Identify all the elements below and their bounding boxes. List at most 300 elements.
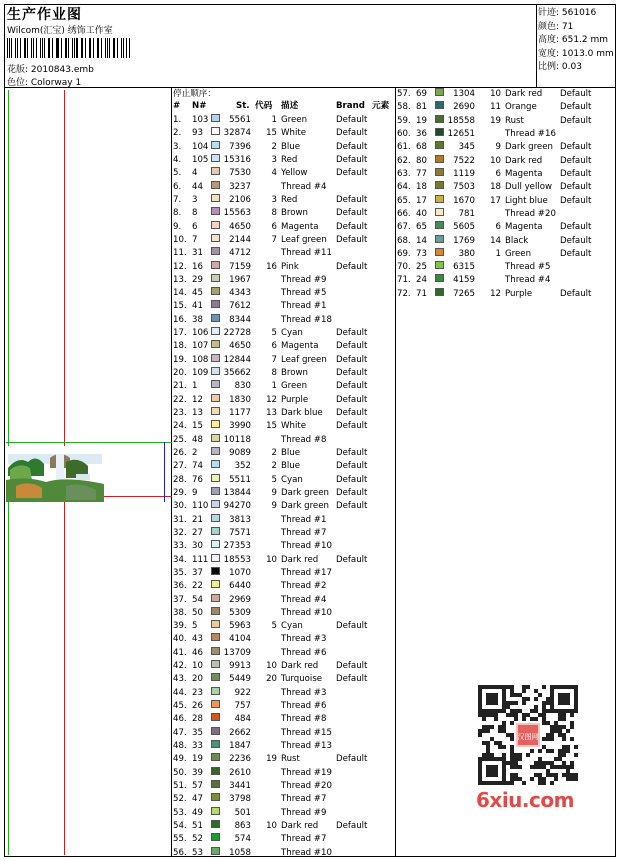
row-num: 28. [173, 474, 187, 485]
row-brand: Default [336, 661, 368, 672]
row-brand: Default [336, 328, 368, 339]
thread-color-swatch [435, 101, 444, 109]
row-desc: Thread #17 [281, 567, 332, 578]
thread-color-swatch [211, 767, 220, 775]
thread-color-swatch [435, 141, 444, 149]
thread-color-swatch [211, 713, 220, 721]
row-code: 2 [271, 461, 277, 472]
row-num: 41. [173, 647, 187, 658]
row-desc: Green [505, 248, 532, 259]
thread-color-swatch [211, 673, 220, 681]
row-needle: 16 [192, 261, 203, 272]
thread-color-swatch [211, 247, 220, 255]
table-row [397, 208, 619, 221]
row-desc: Thread #3 [281, 687, 327, 698]
row-stitches: 12844 [223, 354, 251, 365]
table-row [173, 713, 395, 726]
row-desc: Black [505, 235, 529, 246]
row-stitches: 5309 [229, 607, 251, 618]
row-stitches: 35662 [223, 368, 251, 379]
row-brand: Default [336, 381, 368, 392]
row-num: 35. [173, 567, 187, 578]
table-row [397, 274, 619, 287]
table-row [173, 660, 395, 673]
row-desc: Brown [281, 368, 308, 379]
row-brand: Default [560, 155, 592, 166]
row-num: 27. [173, 461, 187, 472]
row-num: 50. [173, 767, 187, 778]
row-desc: Blue [281, 461, 301, 472]
row-desc: Thread #2 [281, 581, 327, 592]
table-row [173, 247, 395, 260]
row-desc: Dark blue [281, 408, 323, 419]
row-desc: Thread #11 [281, 248, 332, 259]
row-code: 14 [490, 235, 501, 246]
row-num: 59. [397, 115, 411, 126]
design-file: 花版: 2010843.emb [7, 65, 94, 75]
thread-color-swatch [435, 261, 444, 269]
row-brand: Default [336, 461, 368, 472]
thread-color-swatch [211, 527, 220, 535]
thread-color-swatch [211, 514, 220, 522]
row-stitches: 7522 [453, 155, 475, 166]
table-row [173, 487, 395, 500]
thread-color-swatch [435, 181, 444, 189]
company-name: Wilcom(汇宝) 绣饰工作室 [7, 26, 113, 36]
row-needle: 37 [192, 567, 203, 578]
row-desc: Thread #13 [281, 741, 332, 752]
row-needle: 40 [416, 208, 427, 219]
row-num: 17. [173, 328, 187, 339]
table-row [173, 847, 395, 860]
row-code: 19 [490, 115, 501, 126]
row-needle: 33 [192, 741, 203, 752]
qr-stamp-text: 汉图网 [517, 733, 539, 741]
row-num: 23. [173, 408, 187, 419]
row-desc: Orange [505, 102, 537, 113]
row-desc: Yellow [281, 168, 308, 179]
row-num: 29. [173, 487, 187, 498]
row-brand: Default [336, 754, 368, 765]
table-row [397, 168, 619, 181]
thread-color-swatch [211, 340, 220, 348]
row-desc: Magenta [281, 221, 319, 232]
table-row [397, 141, 619, 154]
row-brand: Default [336, 141, 368, 152]
table-row [173, 780, 395, 793]
row-desc: Thread #15 [281, 727, 332, 738]
row-stitches: 4343 [229, 288, 251, 299]
table-row [397, 128, 619, 141]
row-num: 67. [397, 222, 411, 233]
row-stitches: 1967 [229, 274, 251, 285]
table-row [173, 740, 395, 753]
row-needle: 25 [416, 262, 427, 273]
row-desc: Dark red [281, 554, 319, 565]
col-element: 元素 [372, 101, 390, 111]
table-row [173, 807, 395, 820]
row-code: 6 [271, 341, 277, 352]
row-num: 49. [173, 754, 187, 765]
row-num: 43. [173, 674, 187, 685]
thread-color-swatch [211, 394, 220, 402]
row-stitches: 3237 [229, 181, 251, 192]
row-stitches: 3798 [229, 794, 251, 805]
row-num: 45. [173, 701, 187, 712]
table-row [173, 793, 395, 806]
row-needle: 54 [192, 594, 203, 605]
row-desc: Cyan [281, 474, 303, 485]
table-row [173, 474, 395, 487]
row-num: 2. [173, 128, 182, 139]
thread-color-swatch [211, 460, 220, 468]
row-num: 57. [397, 89, 411, 99]
row-stitches: 5963 [229, 621, 251, 632]
thread-color-swatch [211, 314, 220, 322]
row-code: 15 [266, 421, 277, 432]
row-code: 1 [271, 381, 277, 392]
row-desc: Thread #8 [281, 714, 327, 725]
row-stitches: 1769 [453, 235, 475, 246]
row-brand: Default [560, 89, 592, 99]
row-code: 12 [266, 394, 277, 405]
colorway: 色位: Colorway 1 [7, 78, 82, 88]
row-brand: Default [560, 142, 592, 153]
table-row [173, 127, 395, 140]
row-desc: Cyan [281, 328, 303, 339]
row-brand: Default [560, 168, 592, 179]
row-code: 3 [271, 154, 277, 165]
row-needle: 73 [416, 248, 427, 259]
row-desc: Thread #10 [281, 541, 332, 552]
row-stitches: 830 [234, 381, 251, 392]
row-brand: Default [336, 194, 368, 205]
row-num: 20. [173, 368, 187, 379]
guide-line-vertical [164, 442, 165, 502]
row-num: 16. [173, 314, 187, 325]
thread-color-swatch [435, 235, 444, 243]
col-needle: N# [192, 101, 207, 111]
row-brand: Default [560, 248, 592, 259]
table-row [173, 767, 395, 780]
row-desc: Blue [281, 141, 301, 152]
table-row [173, 380, 395, 393]
row-brand: Default [336, 354, 368, 365]
row-stitches: 484 [234, 714, 251, 725]
row-code: 4 [271, 168, 277, 179]
row-brand: Default [336, 221, 368, 232]
row-needle: 111 [192, 554, 209, 565]
row-brand: Default [336, 487, 368, 498]
row-stitches: 15316 [223, 154, 251, 165]
row-stitches: 18553 [223, 554, 251, 565]
thread-color-swatch [211, 474, 220, 482]
row-desc: Leaf green [281, 354, 327, 365]
row-num: 34. [173, 554, 187, 565]
table-row [173, 460, 395, 473]
thread-color-swatch [211, 500, 220, 508]
row-code: 18 [490, 182, 501, 193]
table-row [173, 207, 395, 220]
row-num: 25. [173, 434, 187, 445]
row-needle: 29 [192, 274, 203, 285]
row-code: 10 [490, 155, 501, 166]
row-needle: 19 [416, 115, 427, 126]
row-num: 21. [173, 381, 187, 392]
table-row [397, 221, 619, 234]
row-stitches: 1058 [229, 847, 251, 858]
row-needle: 47 [192, 794, 203, 805]
row-brand: Default [336, 554, 368, 565]
row-desc: Dark red [505, 89, 543, 99]
table-row [173, 340, 395, 353]
row-desc: Red [281, 194, 298, 205]
thread-color-swatch [211, 354, 220, 362]
row-code: 10 [266, 554, 277, 565]
row-needle: 6 [192, 221, 198, 232]
row-stitches: 3990 [229, 421, 251, 432]
row-needle: 53 [192, 847, 203, 858]
row-desc: Purple [281, 394, 309, 405]
row-brand: Default [336, 448, 368, 458]
row-needle: 77 [416, 168, 427, 179]
row-needle: 21 [192, 514, 203, 525]
table-row [397, 235, 619, 248]
thread-color-swatch [211, 647, 220, 655]
row-code: 1 [495, 248, 501, 259]
row-stitches: 5449 [229, 674, 251, 685]
row-code: 17 [490, 195, 501, 206]
page-title: 生产作业图 [7, 7, 82, 23]
row-code: 9 [271, 487, 277, 498]
row-num: 53. [173, 807, 187, 818]
row-brand: Default [560, 222, 592, 233]
row-brand: Default [560, 288, 592, 299]
row-num: 3. [173, 141, 182, 152]
thread-color-swatch [211, 620, 220, 628]
row-needle: 76 [192, 474, 203, 485]
thread-color-swatch [211, 820, 220, 828]
info-row: 高度: 651.2 mm [538, 35, 609, 45]
row-stitches: 22728 [223, 328, 251, 339]
row-code: 10 [490, 89, 501, 99]
row-needle: 10 [192, 661, 203, 672]
row-desc: Leaf green [281, 234, 327, 245]
thread-color-swatch [211, 434, 220, 442]
row-needle: 8 [192, 208, 198, 219]
row-needle: 50 [192, 607, 203, 618]
row-needle: 45 [192, 288, 203, 299]
row-needle: 48 [192, 434, 203, 445]
row-desc: Red [281, 154, 298, 165]
thread-color-swatch [211, 807, 220, 815]
thread-color-swatch [211, 554, 220, 562]
stop-sequence-title: 停止顺序： [173, 89, 216, 99]
row-num: 42. [173, 661, 187, 672]
row-code: 12 [490, 288, 501, 299]
row-stitches: 2236 [229, 754, 251, 765]
table-row [173, 753, 395, 766]
row-desc: Thread #10 [281, 847, 332, 858]
row-num: 33. [173, 541, 187, 552]
thread-color-swatch [211, 753, 220, 761]
row-brand: Default [336, 208, 368, 219]
row-needle: 81 [416, 102, 427, 113]
row-needle: 4 [192, 168, 198, 179]
row-needle: 20 [192, 674, 203, 685]
row-code: 16 [266, 261, 277, 272]
row-needle: 12 [192, 394, 203, 405]
row-code: 1 [271, 115, 277, 125]
row-stitches: 1177 [229, 408, 251, 419]
row-num: 1. [173, 115, 182, 125]
row-needle: 93 [192, 128, 203, 139]
table-row [173, 673, 395, 686]
row-num: 15. [173, 301, 187, 312]
row-code: 15 [266, 128, 277, 139]
table-row [173, 327, 395, 340]
row-stitches: 3441 [229, 781, 251, 791]
table-row [173, 500, 395, 513]
row-code: 6 [271, 221, 277, 232]
table-row [173, 274, 395, 287]
row-needle: 49 [192, 807, 203, 818]
row-stitches: 8344 [229, 314, 251, 325]
row-code: 5 [271, 328, 277, 339]
thread-color-swatch [211, 167, 220, 175]
row-desc: Thread #4 [281, 181, 327, 192]
row-num: 60. [397, 128, 411, 139]
row-stitches: 2969 [229, 594, 251, 605]
row-stitches: 574 [234, 834, 251, 845]
row-needle: 68 [416, 142, 427, 153]
row-desc: Thread #8 [281, 434, 327, 445]
table-row [173, 287, 395, 300]
col-st: St. [236, 101, 250, 111]
row-stitches: 13709 [223, 647, 251, 658]
row-stitches: 2662 [229, 727, 251, 738]
thread-color-swatch [211, 700, 220, 708]
thread-color-swatch [435, 274, 444, 282]
row-stitches: 7612 [229, 301, 251, 312]
row-stitches: 2106 [229, 194, 251, 205]
row-brand: Default [336, 408, 368, 419]
table-row [397, 155, 619, 168]
row-num: 44. [173, 687, 187, 698]
row-desc: Magenta [281, 341, 319, 352]
thread-color-swatch [211, 780, 220, 788]
column-divider [171, 88, 172, 857]
row-needle: 31 [192, 248, 203, 259]
row-needle: 106 [192, 328, 209, 339]
row-needle: 9 [192, 487, 198, 498]
col-num: # [173, 101, 181, 111]
row-num: 55. [173, 834, 187, 845]
row-num: 10. [173, 234, 187, 245]
row-stitches: 757 [234, 701, 251, 712]
row-brand: Default [560, 102, 592, 113]
row-num: 30. [173, 501, 187, 512]
row-needle: 3 [192, 194, 198, 205]
row-needle: 15 [192, 421, 203, 432]
table-row [173, 607, 395, 620]
row-code: 5 [271, 474, 277, 485]
row-code: 8 [271, 368, 277, 379]
row-stitches: 7159 [229, 261, 251, 272]
row-needle: 104 [192, 141, 209, 152]
row-needle: 5 [192, 621, 198, 632]
row-desc: Thread #3 [281, 634, 327, 645]
row-needle: 74 [192, 461, 203, 472]
row-code: 9 [271, 501, 277, 512]
row-needle: 110 [192, 501, 209, 512]
row-needle: 2 [192, 448, 198, 458]
row-desc: Magenta [505, 168, 543, 179]
col-code: 代码 [255, 101, 273, 111]
thread-color-swatch [211, 194, 220, 202]
row-num: 46. [173, 714, 187, 725]
thread-color-swatch [211, 687, 220, 695]
row-desc: White [281, 421, 306, 432]
row-desc: Dull yellow [505, 182, 553, 193]
row-desc: Blue [281, 448, 301, 458]
row-needle: 35 [192, 727, 203, 738]
row-stitches: 7571 [229, 527, 251, 538]
row-stitches: 3813 [229, 514, 251, 525]
row-stitches: 863 [234, 820, 251, 831]
row-needle: 22 [192, 581, 203, 592]
thread-color-swatch [435, 195, 444, 203]
thread-color-swatch [435, 168, 444, 176]
row-num: 66. [397, 208, 411, 219]
info-row: 宽度: 1013.0 mm [538, 48, 614, 59]
row-stitches: 922 [234, 687, 251, 698]
row-stitches: 7530 [229, 168, 251, 179]
row-num: 32. [173, 527, 187, 538]
table-row [397, 288, 619, 301]
row-num: 36. [173, 581, 187, 592]
row-needle: 24 [416, 275, 427, 286]
row-code: 2 [271, 141, 277, 152]
row-desc: Thread #7 [281, 527, 327, 538]
row-stitches: 1304 [453, 89, 475, 99]
row-needle: 108 [192, 354, 209, 365]
table-row [173, 620, 395, 633]
thread-color-swatch [211, 207, 220, 215]
row-desc: Cyan [281, 621, 303, 632]
thread-color-swatch [435, 288, 444, 296]
row-desc: Thread #9 [281, 274, 327, 285]
table-row [397, 101, 619, 114]
row-desc: Thread #5 [505, 262, 551, 273]
row-num: 65. [397, 195, 411, 206]
barcode [7, 38, 131, 58]
row-num: 71. [397, 275, 411, 286]
row-stitches: 1119 [453, 168, 475, 179]
row-desc: Thread #20 [505, 208, 556, 219]
row-stitches: 2610 [229, 767, 251, 778]
row-needle: 57 [192, 781, 203, 791]
table-row [173, 700, 395, 713]
row-desc: Thread #4 [281, 594, 327, 605]
row-needle: 41 [192, 301, 203, 312]
table-row [173, 181, 395, 194]
row-num: 19. [173, 354, 187, 365]
row-desc: Thread #20 [281, 781, 332, 791]
row-desc: Thread #9 [281, 807, 327, 818]
row-needle: 51 [192, 820, 203, 831]
row-stitches: 7503 [453, 182, 475, 193]
